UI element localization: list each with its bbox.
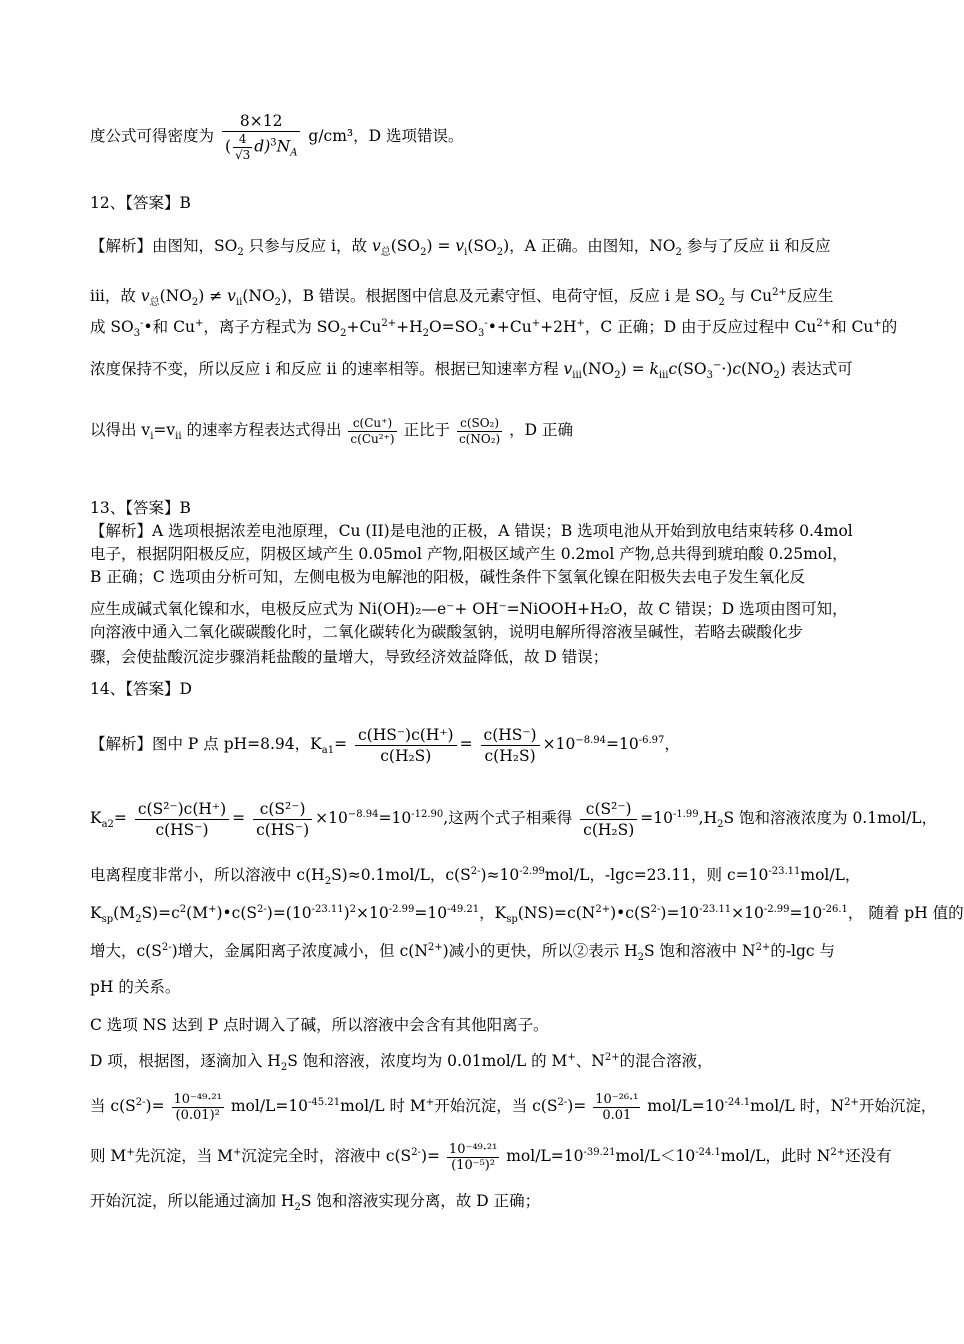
product-fraction: $\frac{\text{c(S²⁻)}}{\text{c(H₂S)}}$ — [580, 799, 637, 840]
q14-line-6: pH 的关系。 — [90, 978, 181, 996]
q14-line-4: $K_{sp}(M_2S)=c^2(M^+)•c(S^{2-})=(10^{-23.11})^2\times 10^{-2.99}=10^{-49.21}$，$K_{sp}(NS)=c(N^{2+})•c(S^{2-})=10^{-23.11}\times 10^{-2.99}=10^{-26.1}$， 随着 pH 值的 — [90, 903, 964, 926]
q12-answer: 12、【答案】B — [90, 194, 191, 212]
q12-line-1: 【解析】由图知，$SO_2$ 只参与反应 i，故 $v_总(SO_2) = v_i(SO_2)$，A 正确。由图知，$NO_2$ 参与了反应 ii 和反应 — [90, 237, 831, 259]
q13-line: 【解析】A 选项根据浓差电池原理，Cu (II)是电池的正极，A 错误；B 选项电池从开始到放电结束转移 0.4mol — [90, 522, 853, 540]
ka1-fraction: $\frac{c(HS^-)c(H^+)}{\text{c(H₂S)}}$ — [355, 725, 457, 766]
q14-line-9: 当 $c(S^{2-})=$ $\frac{\text{10⁻⁴⁹·²¹}}{\text{(0.01)²}}$ mol/$L=10^{-45.21}mol/L$ 时 M+开始沉淀，当 $c(S^{2-})=$ $\frac{\text{10⁻²⁶·¹}}{0.01}$ mol/$L=10^{-24.1}mol/L$ 时，$N^{2+}$开始沉淀， — [90, 1091, 937, 1123]
q14-line-8: D 项，根据图，逐滴加入 $H_2S$ 饱和溶液，浓度均为 0.01mol/L 的 M+、$N^{2+}$的混合溶液， — [90, 1051, 713, 1074]
inner-fraction: $\frac{4}{√3}$ — [235, 132, 251, 162]
q13-line: 骤，会使盐酸沉淀步骤消耗盐酸的量增大，导致经济效益降低，故 D 错误； — [90, 648, 609, 666]
ka2-fraction: $\frac{\text{c(S²⁻)c(H⁺)}}{c(HS^-)}$ — [135, 799, 229, 840]
density-line — [90, 106, 463, 166]
so2-no2-fraction: $\frac{\text{c(SO₂)}}{\text{c(NO₂)}}$ — [458, 415, 501, 446]
fraction-denominator: ( $\frac{4}{√3}$ $d)^3N_A$ — [224, 132, 298, 162]
q13-line: B 正确；C 选项由分析可知，左侧电极为电解池的阳极，碱性条件下氢氧化镍在阳极失去电子发生氧化反 — [90, 568, 806, 586]
q14-answer: 14、【答案】D — [90, 680, 192, 698]
q14-line-2: $K_{a2}=$ $\frac{\text{c(S²⁻)c(H⁺)}}{c(HS^-)}$ = $\frac{\text{c(S²⁻)}}{c(HS^-)}$ $\times 10^{-8.94}=10^{-12.90}$,这两个式子相乘得 $\frac{\text{c(S²⁻)}}{\text{c(H₂S)}}$ $=10^{-1.99},H_2S$ 饱和溶液浓度为 0.1mol/L， — [90, 799, 938, 839]
q13-line: 向溶液中通入二氧化碳碳酸化时，二氧化碳转化为碳酸氢钠，说明电解所得溶液呈碱性，若略去碳酸化步 — [90, 623, 804, 641]
q14-line-7: C 选项 NS 达到 P 点时调入了碱，所以溶液中会含有其他阳离子。 — [90, 1016, 549, 1034]
q12-line-4: 浓度保持不变，所以反应 i 和反应 ii 的速率相等。根据已知速率方程 $v_{iii}(NO_2) = k_{iii}c(SO_3^-\cdot)c(NO_2)$ 表达式可 — [90, 359, 853, 382]
m-precip-fraction: $\frac{\text{10⁻⁴⁹·²¹}}{\text{(0.01)²}}$ — [173, 1091, 222, 1123]
fraction-numerator: 8×12 — [222, 111, 301, 132]
q14-line-5: 增大，$c(S^{2-})$增大，金属阳离子浓度减小，但 $c(N^{2+})$减小的更快，所以②表示 $H_2S$ 饱和溶液中 $N^{2+}$的-lgc 与 — [90, 941, 836, 964]
q13-answer: 13、【答案】B — [90, 499, 191, 517]
text: 度公式可得密度为 — [90, 127, 215, 145]
q14-line-1: 【解析】图中 P 点 pH=8.94，$K_{a1}=$ $\frac{c(HS^-)c(H^+)}{\text{c(H₂S)}}$ = $\frac{c(HS^-)}{\text{c(H₂S)}}$ $\times 10^{-8.94}=10^{-6.97}$， — [90, 725, 680, 765]
ka1-fraction-2: $\frac{c(HS^-)}{\text{c(H₂S)}}$ — [481, 725, 540, 766]
text: g/cm³，D 选项错误。 — [308, 127, 464, 145]
q13-line: 应生成碱式氧化镍和水，电极反应式为 Ni(OH)₂—e⁻+ OH⁻=NiOOH+H₂O，故 C 错误；D 选项由图可知， — [90, 600, 848, 618]
q14-line-11: 开始沉淀，所以能通过滴加 $H_2S$ 饱和溶液实现分离，故 D 正确； — [90, 1192, 541, 1214]
density-fraction — [222, 111, 301, 163]
q13-line: 电子，根据阴阳极反应，阴极区域产生 0.05mol 产物,阳极区域产生 0.2mol 产物,总共得到琥珀酸 0.25mol， — [90, 545, 848, 563]
ka2-fraction-2: $\frac{\text{c(S²⁻)}}{c(HS^-)}$ — [253, 799, 312, 840]
q12-line-5: 以得出 $v_i=v_{ii}$ 的速率方程表达式得出 $\frac{c(Cu^+)}{\text{c(Cu²⁺)}}$ 正比于 $\frac{\text{c(SO₂)}}{\text{c(NO₂)}}$ ，D 正确 — [90, 415, 573, 446]
q12-line-3: 成 $SO_3^-•$和 Cu+，离子方程式为 $SO_2+Cu^{2+}+H_2O=SO_3^-•+Cu^++2H^+$，C 正确；D 由于反应过程中 $Cu^{2+}$和 Cu+的 — [90, 317, 898, 340]
q12-line-2: iii，故 $v_总(NO_2) \ne v_{ii}(NO_2)$，B 错误。根据图中信息及元素守恒、电荷守恒，反应 i 是 $SO_2$ 与 $Cu^{2+}$反应生 — [90, 286, 834, 309]
m-complete-fraction: $\frac{\text{10⁻⁴⁹·²¹}}{\text{(10⁻⁵)²}}$ — [448, 1141, 498, 1173]
n-precip-fraction: $\frac{\text{10⁻²⁶·¹}}{0.01}$ — [595, 1091, 639, 1123]
cu-ratio-fraction: $\frac{c(Cu^+)}{\text{c(Cu²⁺)}}$ — [350, 415, 395, 446]
q14-line-10: 则 M+先沉淀，当 M+沉淀完全时，溶液中 $c(S^{2-})=$ $\frac{\text{10⁻⁴⁹·²¹}}{\text{(10⁻⁵)²}}$ mol/$L=10^{-39.21}mol/L<10^{-24.1}mol/L$，此时 $N^{2+}$还没有 — [90, 1141, 892, 1173]
q14-line-3: 电离程度非常小，所以溶液中 $c(H_2S)\approx 0.1mol/L$，$c(S^{2-})\approx 10^{-2.99}mol/L$，-lgc=23.11，则 $c=10^{-23.11}mol/L$， — [90, 865, 861, 888]
